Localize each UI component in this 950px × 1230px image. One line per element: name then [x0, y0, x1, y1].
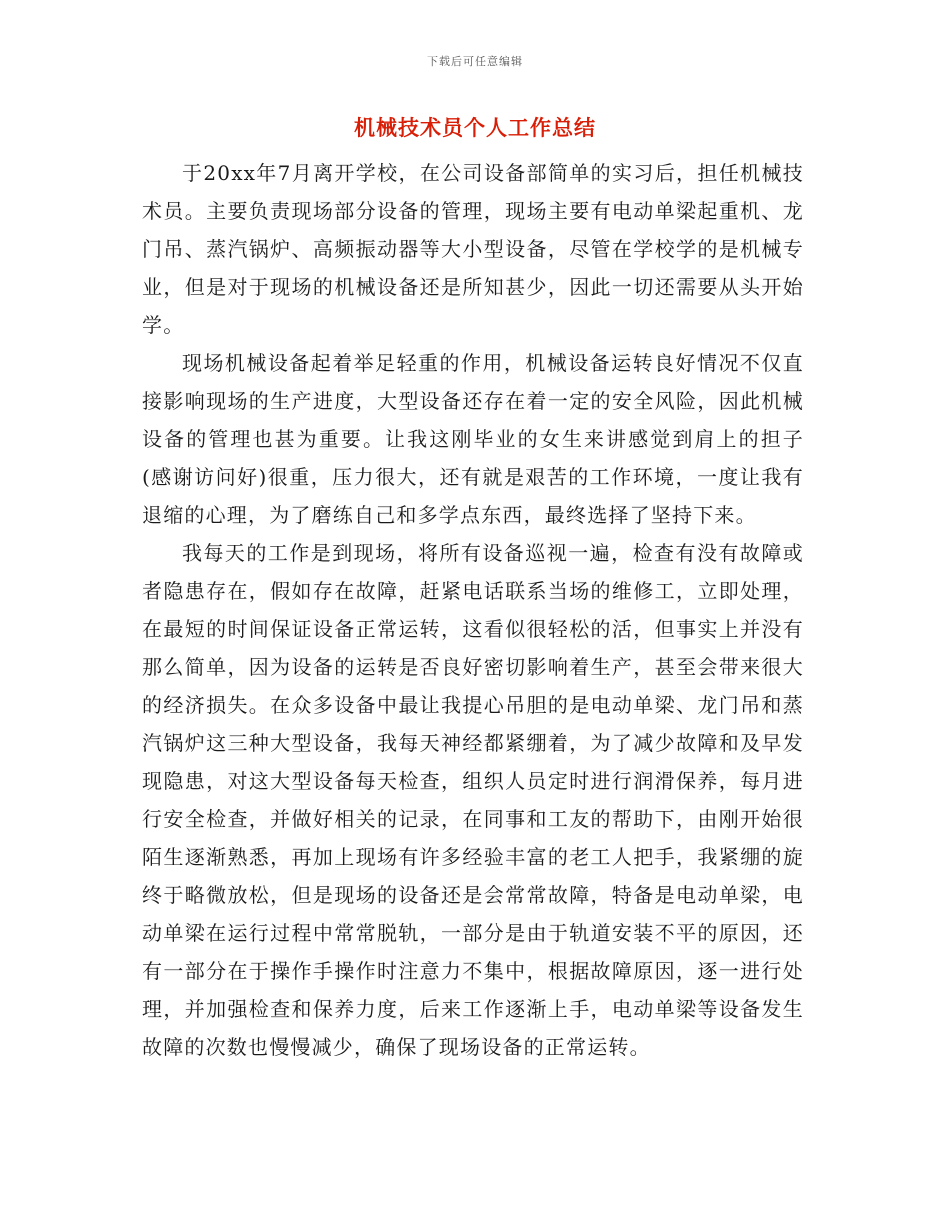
- paragraph-3: 我每天的工作是到现场，将所有设备巡视一遍，检查有没有故障或者隐患存在，假如存在故障，赶紧电话联系当场的维修工，立即处理，在最短的时间保证设备正常运转，这看似很轻松的活，但事实上并没有那么简单，因为设备的运转是否良好密切影响着生产，甚至会带来很大的经济损失。在众多设备中最让我提心吊胆的是电动单梁、龙门吊和蒸汽锅炉这三种大型设备，我每天神经都紧绷着，为了减少故障和及早发现隐患，对这大型设备每天检查，组织人员定时进行润滑保养，每月进行安全检查，并做好相关的记录，在同事和工友的帮助下，由刚开始很陌生逐渐熟悉，再加上现场有许多经验丰富的老工人把手，我紧绷的旋终于略微放松，但是现场的设备还是会常常故障，特备是电动单梁，电动单梁在运行过程中常常脱轨，一部分是由于轨道安装不平的原因，还有一部分在于操作手操作时注意力不集中，根据故障原因，逐一进行处理，并加强检查和保养力度，后来工作逐渐上手，电动单梁等设备发生故障的次数也慢慢减少，确保了现场设备的正常运转。: [142, 541, 804, 1059]
- paragraph-2: 现场机械设备起着举足轻重的作用，机械设备运转良好情况不仅直接影响现场的生产进度，大型设备还存在着一定的安全风险，因此机械设备的管理也甚为重要。让我这刚毕业的女生来讲感觉到肩上的担子(感谢访问好)很重，压力很大，还有就是艰苦的工作环境，一度让我有退缩的心理，为了磨练自己和多学点东西，最终选择了坚持下来。: [142, 351, 804, 527]
- paragraph-1: 于20xx年7月离开学校，在公司设备部简单的实习后，担任机械技术员。主要负责现场部分设备的管理，现场主要有电动单梁起重机、龙门吊、蒸汽锅炉、高频振动器等大小型设备，尽管在学校学的是机械专业，但是对于现场的机械设备还是所知甚少，因此一切还需要从头开始学。: [142, 161, 804, 337]
- header-note: 下载后可任意编辑: [427, 55, 523, 68]
- document-body: [142, 154, 804, 1066]
- document-title: 机械技术员个人工作总结: [354, 116, 596, 140]
